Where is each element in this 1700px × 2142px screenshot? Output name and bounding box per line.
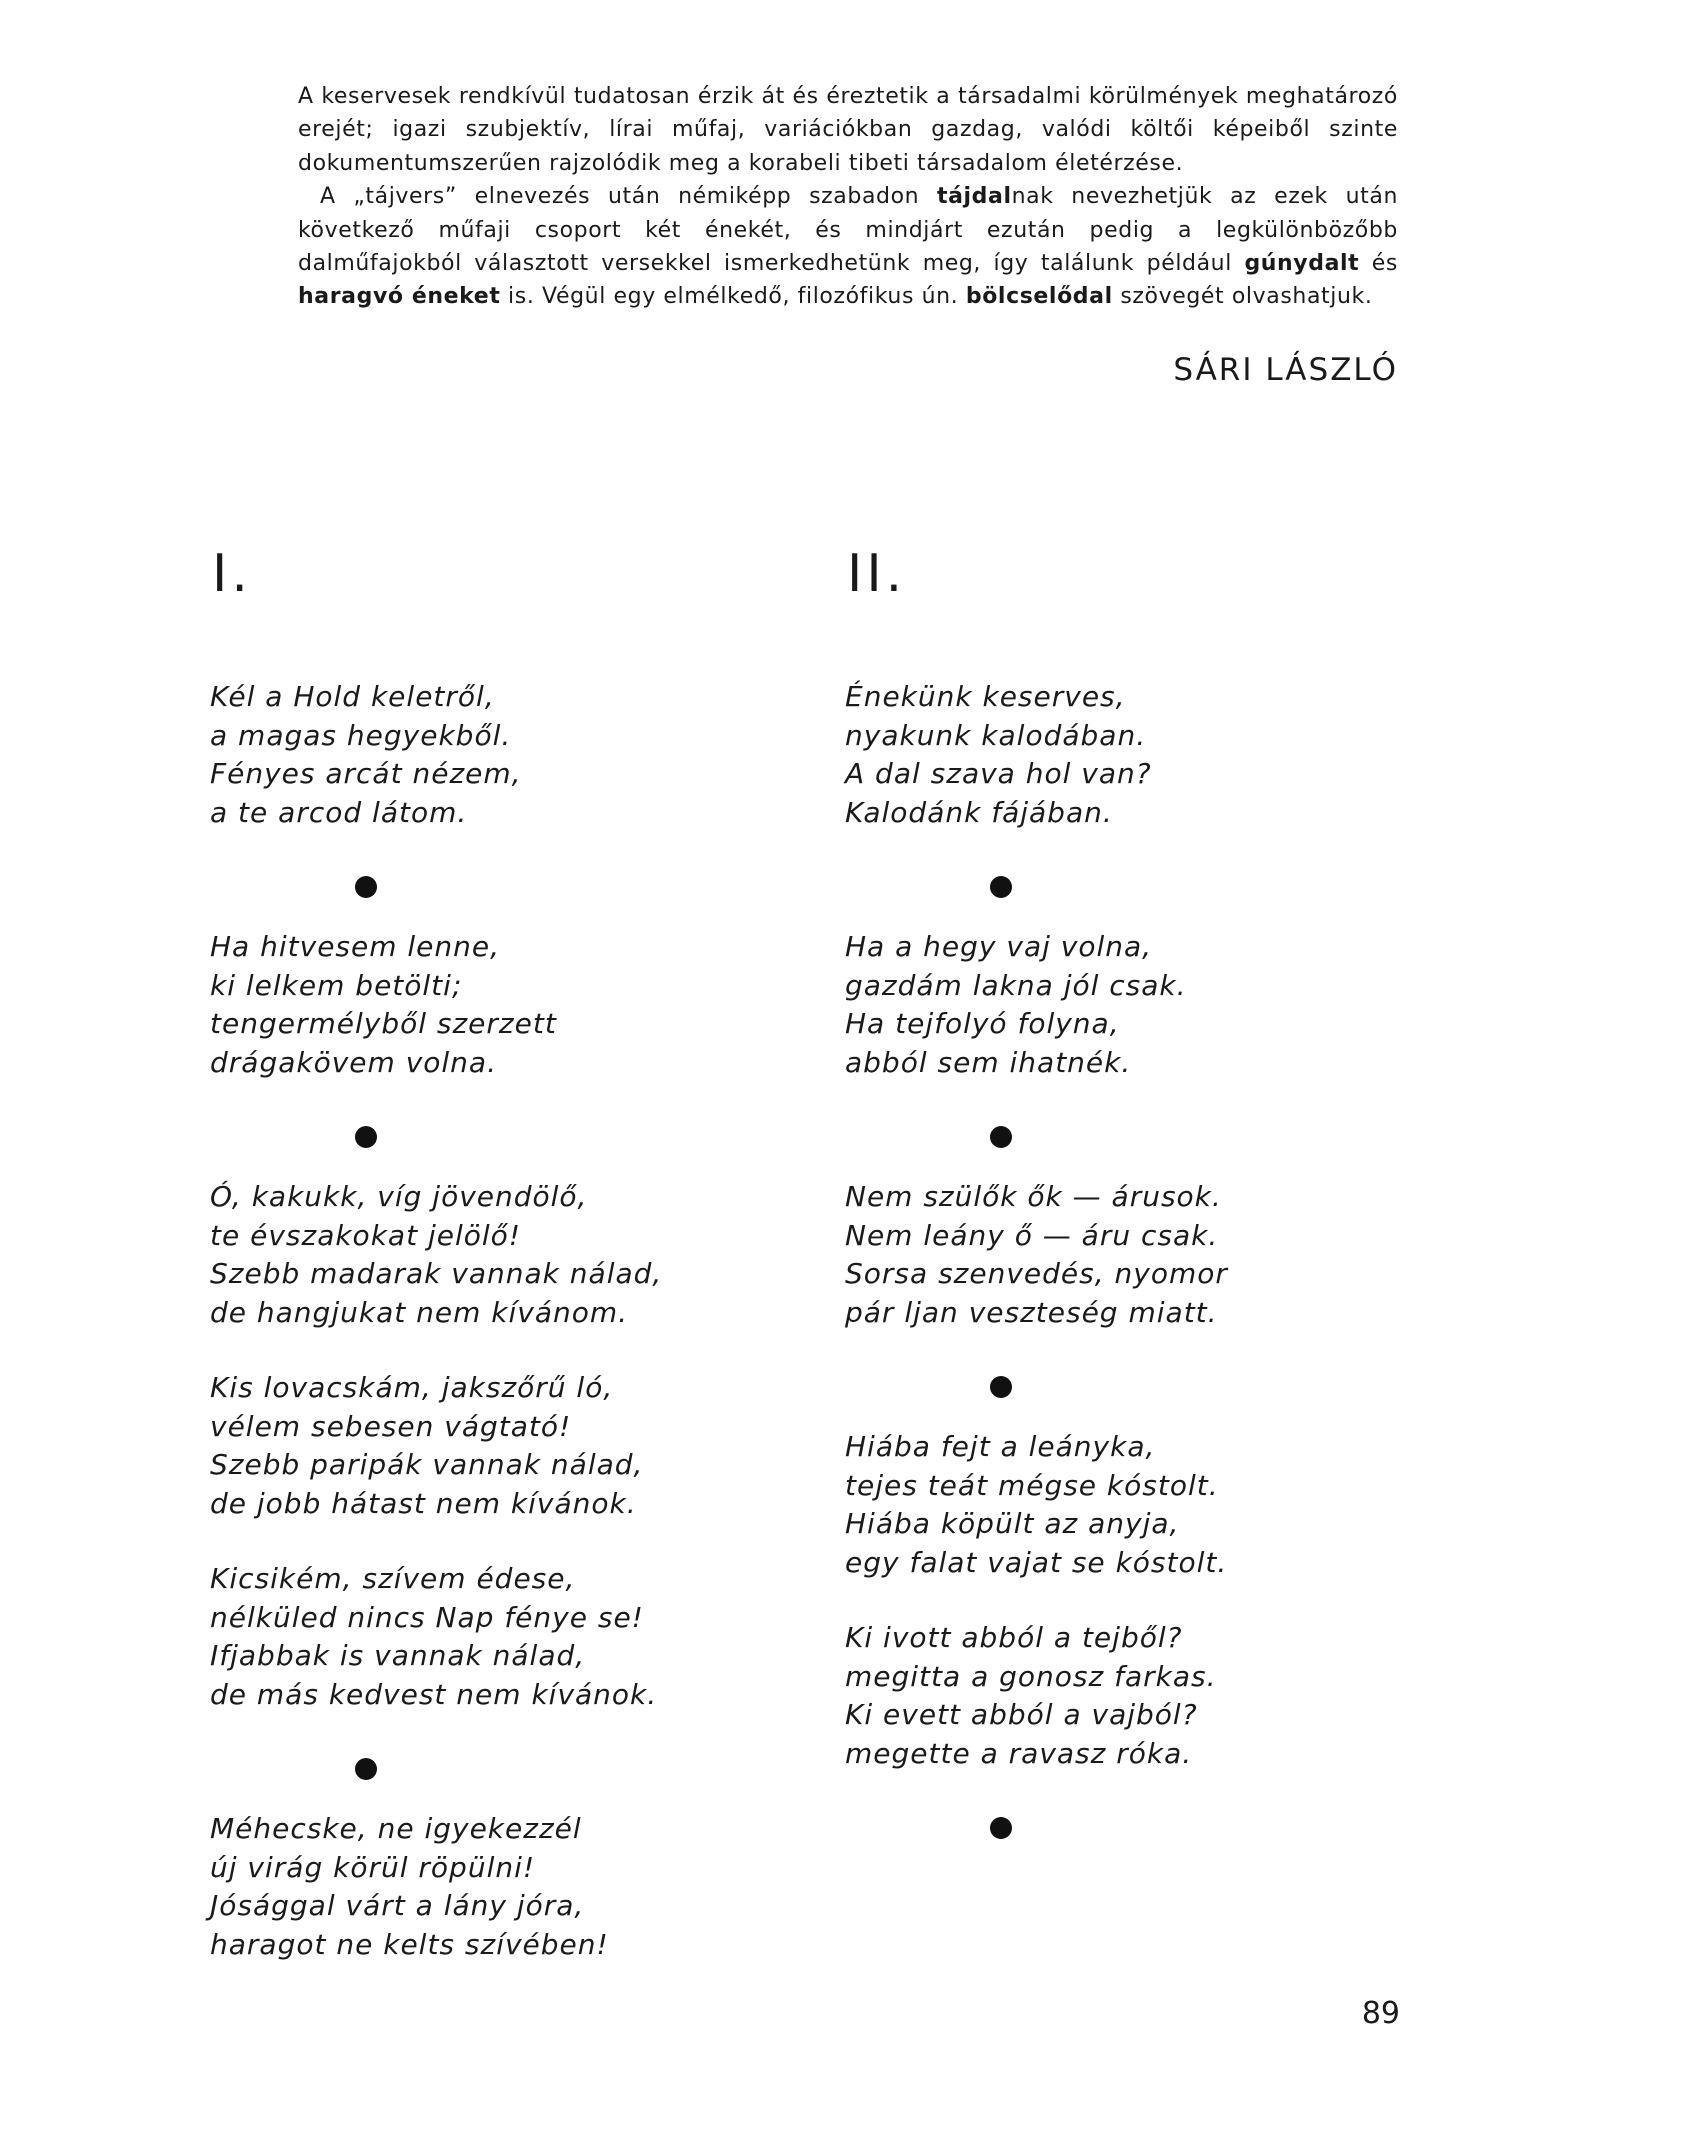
separator bbox=[845, 1773, 1405, 1869]
stanza-gap bbox=[210, 1523, 770, 1560]
intro-text bbox=[298, 80, 1398, 314]
verse-line: Szebb paripák vannak nálad, bbox=[210, 1448, 644, 1481]
verse-line: drágakövem volna. bbox=[210, 1045, 497, 1079]
verse-line: pár ljan veszteség miatt. bbox=[845, 1295, 1218, 1329]
poem-stanza bbox=[845, 928, 1405, 1082]
term-haragvo-enek: haragvó éneket bbox=[298, 284, 501, 310]
poem-stanza bbox=[210, 678, 770, 832]
bullet-dot bbox=[355, 876, 377, 898]
intro-paragraph-2 bbox=[298, 180, 1398, 314]
verse-line: A dal szava hol van? bbox=[845, 757, 1152, 790]
verse-line: Kalodánk fájában. bbox=[845, 795, 1113, 829]
verse-line: Kicsikém, szívem édese, bbox=[210, 1562, 576, 1595]
poem-stanza bbox=[845, 678, 1405, 832]
verse-line: haragot ne kelts szívében! bbox=[210, 1927, 609, 1961]
intro-paragraph-1: A keservesek rendkívül tudatosan érzik át és éreztetik a társadalmi körülmények meghatározó erejét; igazi szubjektív, lírai műfaj, variációkban gazdag, valódi költői képeiből szinte dokumentumszerűen rajzolódik meg a korabeli tibeti társadalom életérzése. bbox=[298, 84, 1398, 176]
separator bbox=[845, 1332, 1405, 1428]
term-bolcselodal: bölcselődal bbox=[965, 284, 1113, 310]
verse-line: Hiába fejt a leányka, bbox=[845, 1430, 1156, 1463]
verse-line: Ki ivott abból a tejből? bbox=[845, 1621, 1183, 1654]
separator bbox=[210, 1082, 770, 1178]
bullet-dot bbox=[355, 1126, 377, 1148]
verse-line: Nem szülők ők — árusok. bbox=[845, 1180, 1222, 1213]
verse-line: Jósággal várt a lány jóra, bbox=[210, 1889, 585, 1922]
intro-p2-part: nak nevezhetjük az ezek után következő műfaji csoport két énekét, és mindjárt ezután pedig a legkülönbözőbb dalműfajokból választott versekkel ismerkedhetünk meg, így találunk például bbox=[298, 184, 1398, 277]
verse-line: Méhecske, ne igyekezzél bbox=[210, 1812, 582, 1845]
verse-line: de jobb hátast nem kívánok. bbox=[210, 1486, 637, 1520]
verse-line: Szebb madarak vannak nálad, bbox=[210, 1257, 663, 1290]
verse-line: Kis lovacskám, jakszőrű ló, bbox=[210, 1371, 614, 1404]
verse-line: megette a ravasz róka. bbox=[845, 1736, 1193, 1770]
page-number: 89 bbox=[1361, 1996, 1400, 2031]
separator bbox=[210, 1714, 770, 1810]
verse-line: de más kedvest nem kívánok. bbox=[210, 1677, 658, 1711]
term-tajdal: tájdal bbox=[936, 184, 1012, 210]
verse-line: Sorsa szenvedés, nyomor bbox=[845, 1257, 1228, 1290]
bullet-dot bbox=[355, 1758, 377, 1780]
intro-p2-part: A „tájvers” elnevezés után némiképp szabadon bbox=[320, 184, 937, 210]
stanza-gap bbox=[210, 1332, 770, 1369]
poem-one-numeral: I. bbox=[212, 544, 252, 604]
verse-line: a magas hegyekből. bbox=[210, 718, 512, 752]
bullet-dot bbox=[990, 1376, 1012, 1398]
verse-line: a te arcod látom. bbox=[210, 795, 468, 829]
bullet-dot bbox=[990, 1817, 1012, 1839]
verse-line: gazdám lakna jól csak. bbox=[845, 968, 1187, 1002]
separator bbox=[845, 832, 1405, 928]
poem-stanza bbox=[845, 1428, 1405, 1582]
verse-line: abból sem ihatnék. bbox=[845, 1045, 1132, 1079]
bullet-dot bbox=[990, 876, 1012, 898]
verse-line: Ó, kakukk, víg jövendölő, bbox=[210, 1180, 588, 1213]
separator bbox=[845, 1082, 1405, 1178]
stanza-gap bbox=[845, 1582, 1405, 1619]
verse-line: te évszakokat jelölő! bbox=[210, 1218, 521, 1252]
verse-line: Ifjabbak is vannak nálad, bbox=[210, 1639, 586, 1672]
verse-line: nélküled nincs Nap fénye se! bbox=[210, 1600, 644, 1634]
poem-stanza bbox=[210, 928, 770, 1082]
intro-p2-part: is. Végül egy elmélkedő, filozófikus ún. bbox=[500, 284, 966, 310]
verse-line: nyakunk kalodában. bbox=[845, 718, 1147, 752]
poem-stanza bbox=[210, 1810, 770, 1964]
verse-line: Ha hitvesem lenne, bbox=[210, 930, 501, 963]
intro-p2-part: és bbox=[1359, 251, 1398, 277]
poem-one-column bbox=[210, 544, 770, 1964]
verse-line: egy falat vajat se kóstolt. bbox=[845, 1545, 1228, 1579]
verse-line: vélem sebesen vágtató! bbox=[210, 1409, 572, 1443]
bullet-dot bbox=[990, 1126, 1012, 1148]
intro-p2-part: szövegét olvashatjuk. bbox=[1112, 284, 1373, 310]
separator bbox=[210, 832, 770, 928]
poem-stanza bbox=[210, 1369, 770, 1523]
poem-two-column bbox=[845, 544, 1405, 1869]
verse-line: Kél a Hold keletről, bbox=[210, 680, 495, 713]
poem-stanza bbox=[845, 1619, 1405, 1773]
verse-line: ki lelkem betölti; bbox=[210, 968, 463, 1002]
verse-line: Nem leány ő — áru csak. bbox=[845, 1218, 1219, 1252]
poem-stanza bbox=[845, 1178, 1405, 1332]
verse-line: de hangjukat nem kívánom. bbox=[210, 1295, 629, 1329]
term-gunydal: gúnydalt bbox=[1244, 251, 1360, 277]
verse-line: Fényes arcát nézem, bbox=[210, 757, 522, 790]
verse-line: tejes teát mégse kóstolt. bbox=[845, 1468, 1219, 1502]
verse-line: megitta a gonosz farkas. bbox=[845, 1659, 1217, 1693]
verse-line: Ha a hegy vaj volna, bbox=[845, 930, 1153, 963]
poem-stanza bbox=[210, 1560, 770, 1714]
verse-line: Énekünk keserves, bbox=[845, 680, 1126, 713]
verse-line: új virág körül röpülni! bbox=[210, 1850, 536, 1884]
poem-stanza bbox=[210, 1178, 770, 1332]
verse-line: tengermélyből szerzett bbox=[210, 1007, 557, 1040]
poem-two-numeral: II. bbox=[847, 544, 907, 604]
verse-line: Ha tejfolyó folyna, bbox=[845, 1007, 1120, 1040]
author-name: SÁRI LÁSZLÓ bbox=[1173, 352, 1398, 388]
verse-line: Ki evett abból a vajból? bbox=[845, 1698, 1198, 1731]
verse-line: Hiába köpült az anyja, bbox=[845, 1507, 1180, 1540]
